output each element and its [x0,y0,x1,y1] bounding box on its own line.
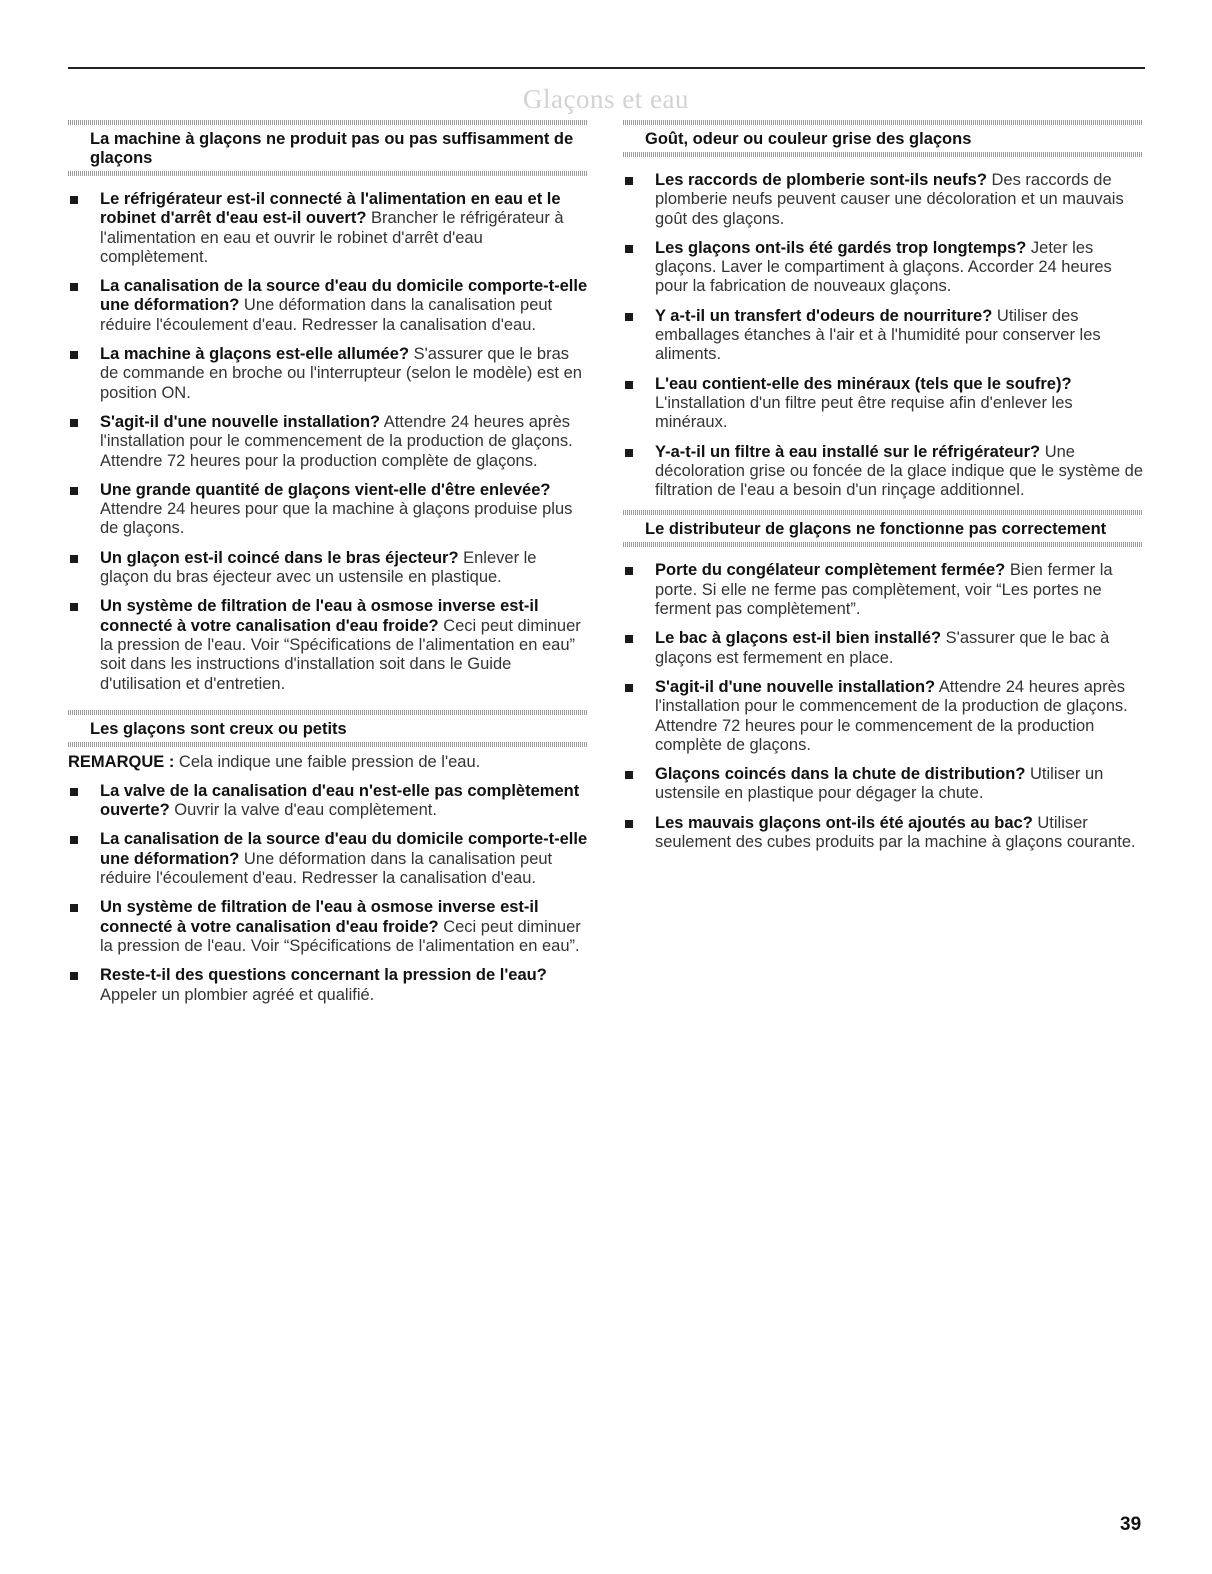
page-number: 39 [1120,1514,1142,1535]
item-question: Y a-t-il un transfert d'odeurs de nourriture? [655,306,993,325]
item-answer: Bien fermer la porte. Si elle ne ferme pas complètement, voir “Les portes ne ferment pas complètement”. [655,561,1113,619]
bullet-icon [625,684,633,692]
bullet-icon [70,283,78,291]
item-question: Porte du congélateur complètement fermée? [655,561,1006,580]
section-taste-odor-gray [623,120,1143,500]
list-item [623,239,1143,297]
list-item [68,830,588,888]
item-answer: Attendre 24 heures après l'installation pour le commencement de la production de glaçons. Attendre 72 heures pour la production complète de glaçons. [100,412,573,470]
bullet-list [68,782,588,1005]
item-answer: S'assurer que le bac à glaçons est fermement en place. [655,629,1110,667]
item-answer: Utiliser un ustensile en plastique pour dégager la chute. [655,765,1104,803]
list-item [623,629,1143,668]
item-question: Glaçons coincés dans la chute de distribution? [655,765,1026,784]
list-item [623,765,1143,804]
item-answer: Appeler un plombier agréé et qualifié. [100,985,375,1004]
item-answer: Des raccords de plomberie neufs peuvent causer une décoloration et un mauvais goût des glaçons. [655,171,1124,228]
list-item [68,190,588,267]
section-dispenser-not-working [623,510,1143,852]
bullet-icon [625,635,633,643]
bullet-icon [70,555,78,563]
section-hollow-small-ice [68,710,588,1005]
item-answer: Ceci peut diminuer la pression de l'eau. Voir “Spécifications de l'alimentation en eau” soit dans les instructions d'installation soit dans le Guide d'utilisation et d'entretien. [100,616,581,693]
item-question: Une grande quantité de glaçons vient-elle d'être enlevée? [100,480,551,499]
item-answer: Ceci peut diminuer la pression de l'eau. Voir “Spécifications de l'alimentation en eau”. [100,917,581,955]
bullet-icon [625,177,633,185]
item-question: Y-a-t-il un filtre à eau installé sur le réfrigérateur? [655,442,1041,461]
list-item [623,561,1143,619]
top-rule [68,67,1145,69]
list-item [623,375,1143,433]
section-heading: Le distributeur de glaçons ne fonctionne pas correctement [645,520,1107,539]
item-answer: Ouvrir la valve d'eau complètement. [169,801,437,820]
bullet-list [623,171,1143,500]
item-question: Les raccords de plomberie sont-ils neufs? [655,171,987,189]
item-answer: S'assurer que le bras de commande en broche ou l'interrupteur (selon le modèle) est en position ON. [100,345,582,402]
list-item [623,171,1143,229]
bullet-icon [70,904,78,912]
section-divider [623,542,1143,547]
bullet-icon [70,196,78,204]
item-question: L'eau contient-elle des minéraux (tels que le soufre)? [655,374,1072,393]
bullet-icon [625,771,633,779]
bullet-icon [625,820,633,828]
item-question: La valve de la canalisation d'eau n'est-elle pas complètement ouverte? [100,781,580,820]
item-answer: Brancher le réfrigérateur à l'alimentation en eau et ouvrir le robinet d'arrêt d'eau complètement. [100,209,564,266]
list-item [68,481,588,539]
bullet-list [68,190,588,694]
item-question: La machine à glaçons est-elle allumée? [100,345,410,364]
section-divider [68,171,588,176]
bullet-icon [625,449,633,457]
item-question: La canalisation de la source d'eau du domicile comporte-t-elle une déformation? [100,830,588,868]
list-item [68,549,588,588]
list-item [68,345,588,403]
item-answer: Une déformation dans la canalisation peut réduire l'écoulement d'eau. Redresser la canalisation d'eau. [100,296,553,334]
bullet-list [623,561,1143,852]
list-item [68,966,588,1005]
bullet-icon [70,351,78,359]
item-answer: L'installation d'un filtre peut être requise afin d'enlever les minéraux. [655,393,1073,432]
section-heading: Les glaçons sont creux ou petits [90,719,347,738]
item-question: Le bac à glaçons est-il bien installé? [655,629,942,648]
list-item [68,277,588,335]
list-item [68,413,588,471]
right-column [623,120,1143,862]
list-item [623,814,1143,853]
section-divider [68,742,588,747]
item-answer: Une déformation dans la canalisation peut réduire l'écoulement d'eau. Redresser la canalisation d'eau. [100,849,553,888]
bullet-icon [625,313,633,321]
item-answer: Une décoloration grise ou foncée de la glace indique que le système de filtration de l'eau a besoin d'un rinçage additionnel. [655,442,1143,500]
bullet-icon [70,788,78,796]
remark-text: Cela indique une faible pression de l'eau. [174,752,481,771]
item-question: Un système de filtration de l'eau à osmose inverse est-il connecté à votre canalisation d'eau froide? [100,898,539,936]
bullet-icon [70,487,78,495]
item-question: La canalisation de la source d'eau du domicile comporte-t-elle une déformation? [100,277,588,315]
item-answer: Utiliser des emballages étanches à l'air et à l'humidité pour conserver les aliments. [655,306,1101,364]
list-item [68,597,588,693]
remark-note [68,753,588,772]
section-divider [623,152,1143,157]
remark-label: REMARQUE : [68,752,175,771]
item-answer: Attendre 24 heures pour que la machine à glaçons produise plus de glaçons. [100,500,573,538]
item-answer: Enlever le glaçon du bras éjecteur avec un ustensile en plastique. [100,548,537,587]
list-item [623,678,1143,755]
item-question: S'agit-il d'une nouvelle installation? [100,412,381,431]
bullet-icon [70,419,78,427]
bullet-icon [70,972,78,980]
item-question: Les mauvais glaçons ont-ils été ajoutés au bac? [655,813,1033,832]
item-answer: Attendre 24 heures après l'installation pour le commencement de la production de glaçons. Attendre 72 heures pour le commencement de la production complète de glaçons. [655,677,1128,754]
item-question: Le réfrigérateur est-il connecté à l'alimentation en eau et le robinet d'arrêt d'eau est-il ouvert? [100,190,561,228]
item-question: Un système de filtration de l'eau à osmose inverse est-il connecté à votre canalisation d'eau froide? [100,597,539,635]
section-heading: Goût, odeur ou couleur grise des glaçons [645,130,972,148]
bullet-icon [625,245,633,253]
bullet-icon [70,836,78,844]
left-column [68,120,588,1015]
section-heading: La machine à glaçons ne produit pas ou pas suffisamment de glaçons [90,130,574,167]
item-question: S'agit-il d'une nouvelle installation? [655,677,936,696]
page-title: Glaçons et eau [523,84,689,114]
item-answer: Jeter les glaçons. Laver le compartiment à glaçons. Accorder 24 heures pour la fabrication de nouveaux glaçons. [655,238,1112,296]
list-item [623,443,1143,501]
bullet-icon [625,567,633,575]
bullet-icon [625,381,633,389]
item-question: Un glaçon est-il coincé dans le bras éjecteur? [100,548,459,567]
bullet-icon [70,603,78,611]
list-item [68,898,588,956]
item-question: Reste-t-il des questions concernant la pression de l'eau? [100,966,547,985]
list-item [623,307,1143,365]
list-item [68,782,588,821]
item-question: Les glaçons ont-ils été gardés trop longtemps? [655,238,1027,257]
item-answer: Utiliser seulement des cubes produits par la machine à glaçons courante. [655,813,1136,852]
section-ice-maker-not-producing [68,120,588,694]
